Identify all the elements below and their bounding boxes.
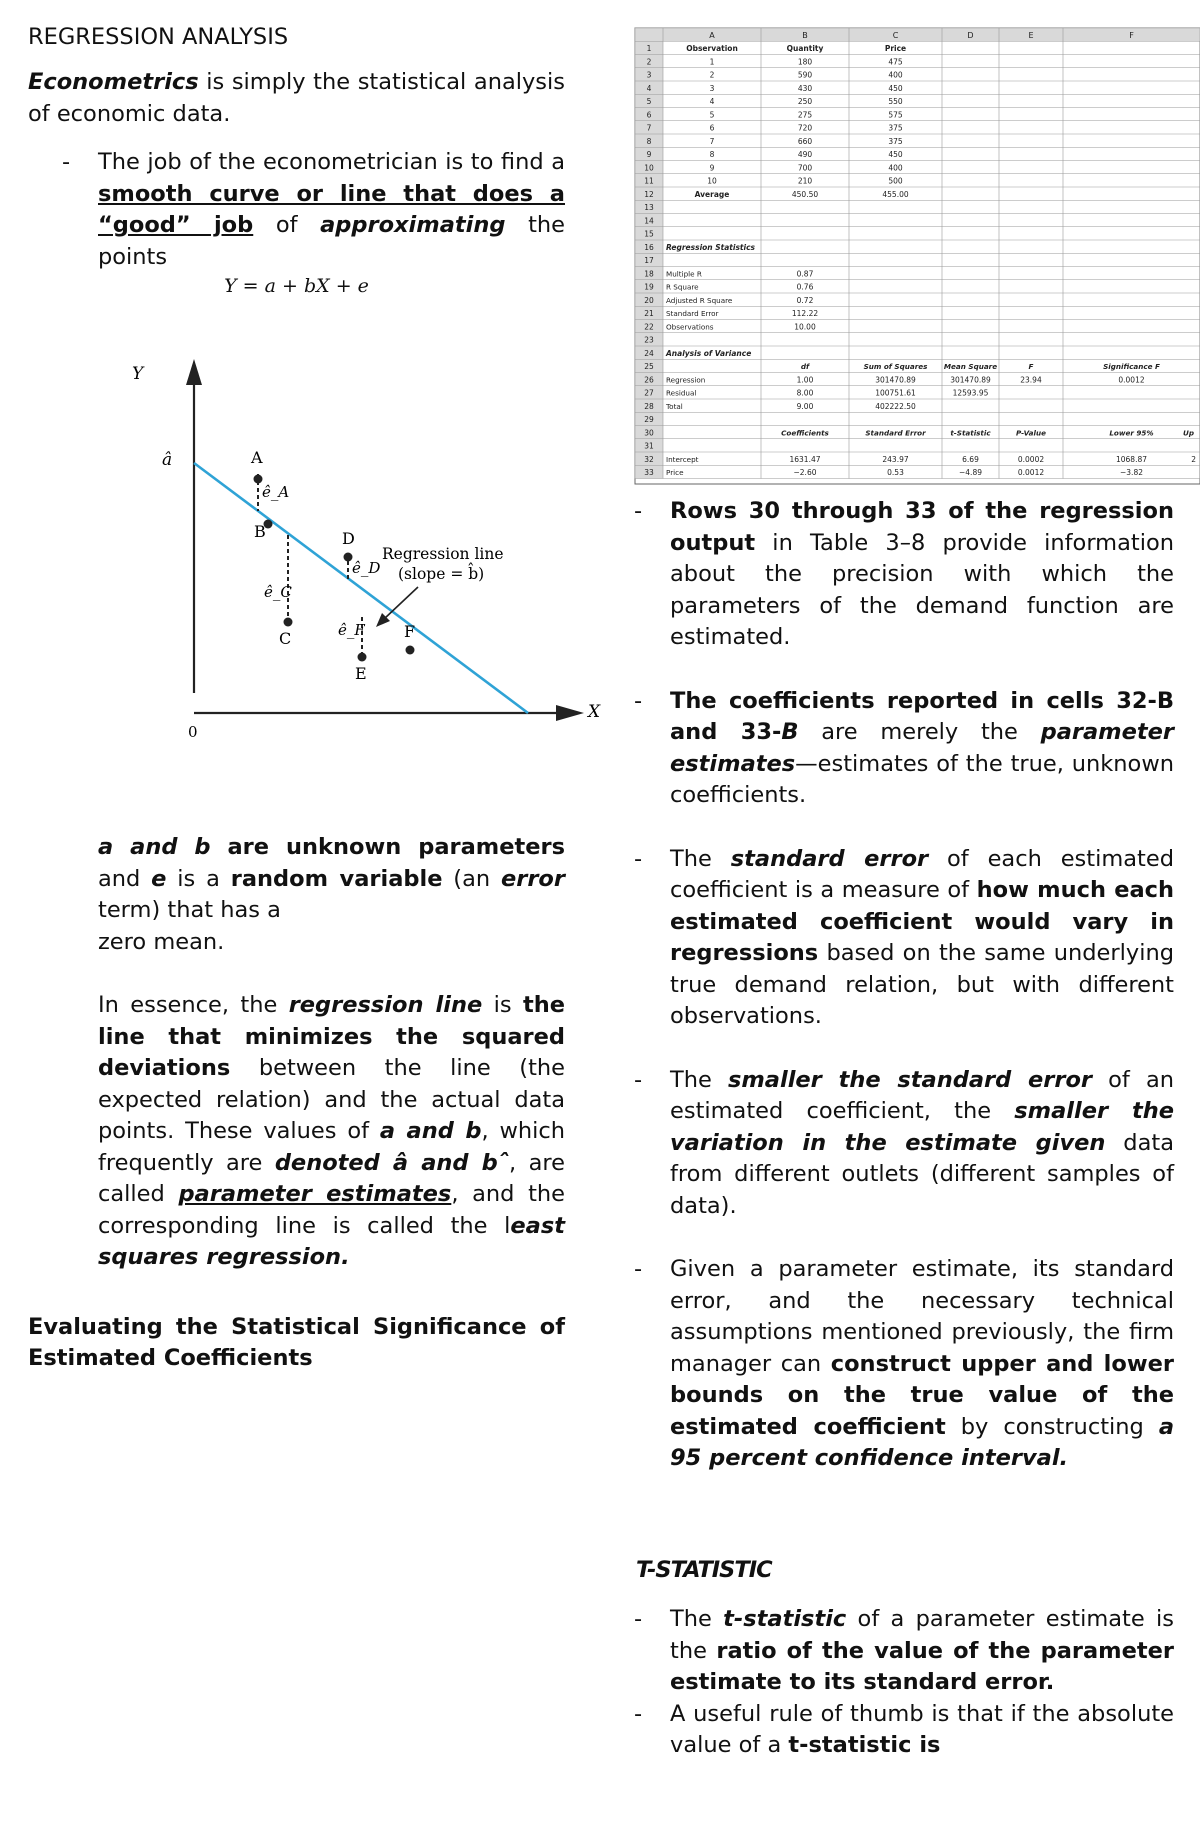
sheet-cell-text: df [800,362,810,371]
sheet-cell-text: Total [666,401,683,411]
sheet-row-number: 12 [644,189,654,199]
sheet-cell-text: 180 [797,57,813,67]
sheet-cell-text: 1631.47 [789,454,821,464]
sheet-cell-text: 400 [888,70,903,80]
sheet-cell-text: Standard Error [666,309,719,318]
sheet-cell-text: 4 [709,97,715,106]
sheet-cell-text: −4.89 [959,468,982,477]
sheet-cell-text: 8.00 [796,388,814,398]
sheet-cell-text: 6 [709,123,715,133]
sheet-cell-text: 10 [707,176,717,186]
sheet-column-letter: D [967,30,974,40]
sheet-row-number: 6 [646,110,652,120]
sheet-row-number: 4 [646,83,652,93]
x-axis-arrow [556,705,584,721]
error-label-f: ê_F [338,621,365,639]
sheet-row-number: 16 [644,242,654,252]
point-c [284,618,293,627]
sheet-cell-text: 243.97 [882,454,909,464]
sheet-cell-text: 23.94 [1020,375,1042,385]
sheet-cell-text: 301470.89 [950,375,991,385]
sheet-cell-text: t-Statistic [950,428,991,438]
sheet-row-number: 21 [644,309,654,318]
sheet-cell-text: Sum of Squares [863,362,928,371]
sheet-cell-text: Observations [666,322,714,332]
bullet-smaller-error: - The smaller the standard error of an estimated coefficient, the smaller the variation in the estimate given data from different outlets (different samples of data). [600,1065,1174,1223]
sheet-row-number: 23 [644,335,654,345]
sheet-cell-text: 0.0012 [1118,375,1145,385]
sheet-row-number: 33 [644,468,654,477]
sheet-row-number: 10 [644,163,654,173]
y-axis-arrow [186,359,202,385]
t-statistic-block [636,1604,1174,1762]
sheet-row-number: 30 [644,428,654,438]
sheet-row-number: 11 [644,176,654,186]
regression-output-spreadsheet [635,28,1200,484]
sheet-cell-text: 660 [797,136,813,146]
sheet-cell-text: 375 [888,136,903,146]
intercept-label: â [162,450,173,470]
point-c-label: C [279,629,292,648]
sheet-cell-text: Regression [666,375,706,385]
sheet-row-number: 27 [644,388,654,398]
sheet-cell-text: 500 [888,176,903,186]
sheet-cell-text: 100751.61 [875,388,916,398]
right-column [636,496,1174,1475]
sheet-cell-text: Standard Error [865,428,926,438]
sheet-cell-text: 375 [888,123,903,133]
intro-text: is simply the statistical analysis of economic data. [28,69,565,127]
sheet-cell-text: 1068.87 [1115,454,1148,464]
sheet-row-number: 17 [644,256,654,265]
sheet-cell-text: 6.69 [962,454,979,464]
bullet-rows-30-33: - Rows 30 through 33 of the regression output in Table 3–8 provide information about the precision with which the parameters of the demand function are estimated. [600,496,1174,654]
sheet-cell-text: Price [666,468,684,477]
regression-slope-label: (slope = b̂) [398,565,485,583]
sheet-column-letter: C [892,30,899,40]
point-e-label: E [355,664,367,683]
sheet-cell-text: 8 [709,150,715,159]
bullet-econometrician-job: - The job of the econometrician is to find a smooth curve or line that does a “good” job of approximating the points [28,147,565,273]
sheet-cell-text: 112.22 [791,309,819,318]
parameters-paragraph-block [98,832,565,1274]
sheet-cell-text: 0.0012 [1017,468,1045,477]
sheet-column-letter: F [1129,30,1134,40]
bullet-rule-of-thumb: - A useful rule of thumb is that if the absolute value of a t-statistic is [600,1699,1174,1762]
term-econometrics: Econometrics [28,69,199,95]
point-d-label: D [342,529,355,548]
page-title: REGRESSION ANALYSIS [28,24,289,50]
sheet-cell-text: Intercept [666,454,699,464]
sheet-cell-text: 720 [797,123,813,133]
y-axis-label: Y [132,364,144,384]
sheet-cell-text: Mean Square [943,362,998,371]
sheet-cell-text: 475 [888,57,903,67]
sheet-cell-text: 450.50 [791,189,819,199]
sheet-row-number: 1 [646,44,652,53]
sheet-row-number: 5 [646,97,652,106]
sheet-cell-text: 7 [709,136,715,146]
sheet-cell-text: Analysis of Variance [666,348,752,358]
sheet-cell-text: Coefficients [781,428,829,438]
sheet-cell-text: Significance F [1103,362,1160,371]
sheet-cell-text: 455.00 [882,189,909,199]
annotation-pointer [384,587,418,619]
x-axis-label: X [588,702,601,722]
sheet-cell-text: 275 [797,110,813,120]
regression-figure [28,297,601,832]
sheet-cell-text: 430 [797,83,813,93]
regression-equation: Y = a + bX + e [224,275,369,297]
sheet-row-number: 3 [646,70,652,80]
sheet-cell-text: P-Value [1016,428,1046,438]
sheet-row-number: 28 [644,401,654,411]
zero-mean-line: zero mean. [98,928,225,955]
sheet-cell-text: 700 [797,163,813,173]
sheet-row-number: 25 [644,362,654,371]
sheet-row-number: 2 [646,57,652,67]
sheet-row-number: 29 [644,415,654,424]
sheet-cell-text: 575 [888,110,903,120]
point-e [358,653,367,662]
bullet-t-statistic-ratio: - The t-statistic of a parameter estimate is the ratio of the value of the parameter estimate to its standard error. [600,1604,1174,1699]
error-label-a: ê_A [262,483,290,501]
section-heading-significance: Evaluating the Statistical Significance of Estimated Coefficients [28,1313,565,1371]
sheet-cell-text: Average [694,189,730,199]
sheet-cell-text: 2 [709,70,715,80]
sheet-cell-text: −2.60 [793,468,817,477]
regression-line-paragraph: In essence, the regression line is the line that minimizes the squared deviations between the line (the expected relation) and the actual data points. These values of a and b, which frequently are denoted â and bˆ, are called parameter estimates, and the corresponding line is called the least squares regression. [98,992,566,1270]
sheet-column-letter: B [802,30,808,40]
sheet-column-letter: E [1028,30,1034,40]
sheet-cell-text: 400 [888,163,903,173]
sheet-cell-text: 0.87 [796,269,814,279]
sheet-cell-text: 12593.95 [952,388,989,398]
error-label-c: ê_C [264,583,292,601]
sheet-cell-text: F [1028,362,1034,371]
sheet-cell-text: 301470.89 [875,375,916,385]
point-a-label: A [251,448,263,467]
sheet-cell-text: Quantity [786,44,824,53]
sheet-header-cell [635,28,1200,41]
sheet-cell-text: 402222.50 [875,401,916,411]
sheet-row-number: 24 [644,348,654,358]
sheet-row-number: 13 [644,203,654,212]
bullet-coefficients: - The coefficients reported in cells 32-B and 33-B are merely the parameter estimates—estimates of the true, unknown coefficients. [600,686,1174,812]
sheet-row-number: 18 [644,269,654,279]
bullet-list-precision [600,496,1174,1475]
bullet-confidence-interval: - Given a parameter estimate, its standard error, and the necessary technical assumptions mentioned previously, the firm manager can construct upper and lower bounds on the true value of the estimated coefficient by constructing a 95 percent confidence interval. [600,1254,1174,1475]
sheet-cell-text: 0.76 [796,282,814,292]
point-f [406,646,415,655]
point-f-label: F [404,622,416,641]
sheet-cell-text: 450 [888,150,903,159]
sheet-cell-text: Up [1183,428,1194,438]
sheet-row-number: 9 [646,150,652,159]
intro-paragraph [28,67,565,130]
sheet-cell-text: Multiple R [666,269,702,279]
sheet-cell-text: Residual [666,388,697,398]
sheet-column-letter: A [709,30,715,40]
sheet-cell-text: Observation [686,44,738,53]
sheet-cell-text: 1 [709,57,715,67]
sheet-cell-text: 10.00 [794,322,816,332]
sheet-row-number: 32 [644,454,654,464]
section-heading-t-statistic: T-STATISTIC [636,1557,772,1583]
bullet-list-t-statistic [600,1604,1174,1762]
sheet-cell-text: 490 [797,150,813,159]
sheet-row-number: 31 [644,441,654,451]
sheet-cell-text: 250 [797,97,813,106]
sheet-cell-text: 550 [888,97,903,106]
sheet-cell-text: −3.82 [1120,468,1143,477]
sheet-cell-text: Price [884,44,907,53]
sheet-cell-text: 1.00 [796,375,814,385]
sheet-row-number: 20 [644,295,654,305]
sheet-cell-text: 0.53 [887,468,904,477]
sheet-cell-text: 590 [797,70,813,80]
sheet-cell-text: R Square [666,282,699,292]
sheet-cell-text: Regression Statistics [666,242,755,252]
sheet-cell-text: 9.00 [796,401,814,411]
sheet-row-number: 19 [644,282,654,292]
bullet-standard-error: - The standard error of each estimated coefficient is a measure of how much each estimated coefficient would vary in regressions based on the same underlying true demand relation, but with different observations. [600,844,1174,1033]
origin-label: 0 [188,723,198,741]
sheet-row-number: 8 [646,136,652,146]
sheet-row-number: 14 [644,216,654,226]
sheet-cell-text: 5 [709,110,715,120]
sheet-cell-text: 210 [797,176,813,186]
sheet-cell-text: 450 [888,83,903,93]
sheet-cell-text: 2 [1191,454,1196,464]
error-label-d: ê_D [352,559,381,577]
sheet-cell-text: 0.72 [796,295,814,305]
sheet-cell-text: 9 [709,163,715,173]
bullet-list-intro [28,147,565,273]
parameters-paragraph: a and b are unknown parameters and e is a random variable (an error term) that has a [98,834,565,923]
sheet-cell-text: 0.0002 [1017,454,1045,464]
left-column [28,22,601,1375]
sheet-row-number: 22 [644,322,654,332]
regression-line-label: Regression line [382,545,504,563]
sheet-row-number: 15 [644,229,654,239]
sheet-cell-text: Lower 95% [1109,428,1154,438]
sheet-row-number: 7 [646,123,652,133]
point-b-label: B [254,522,266,541]
sheet-cell-text: Adjusted R Square [666,295,733,305]
sheet-row-number: 26 [644,375,654,385]
sheet-cell-text: 3 [709,83,715,93]
